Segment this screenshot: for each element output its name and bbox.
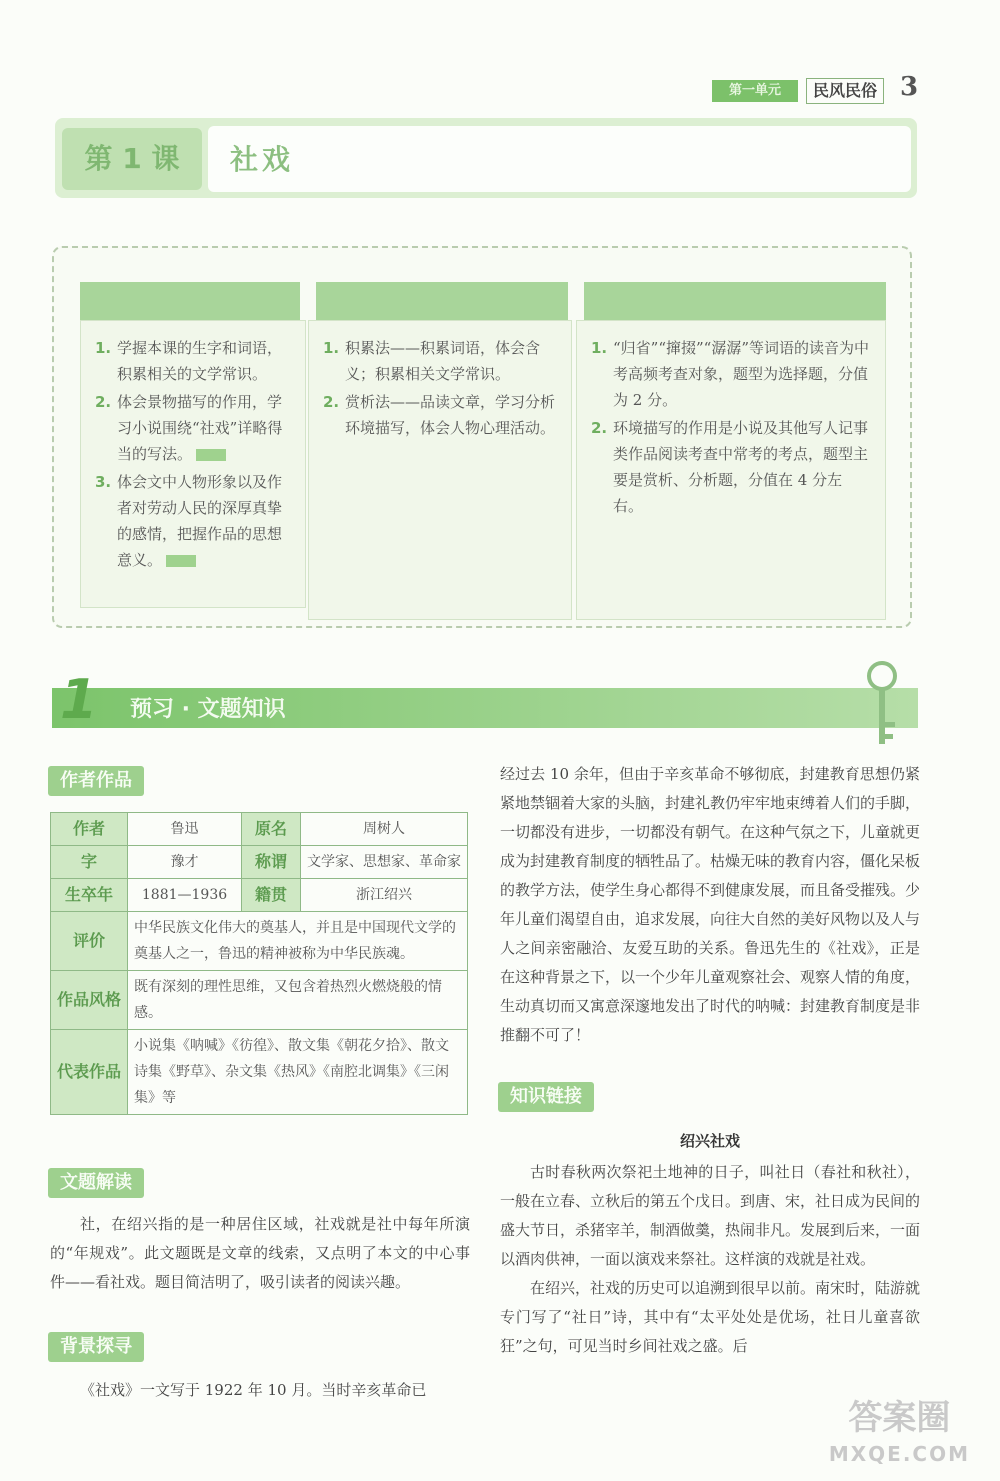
table-row — [51, 971, 468, 1030]
unit-name: 民风民俗 — [806, 78, 884, 104]
table-cell: 浙江绍兴 — [301, 879, 468, 912]
goal-item: 2. 赏析法——品读文章，学习分析环境描写，体会人物心理活动。 — [323, 393, 556, 437]
lesson-title: 社戏 — [230, 143, 295, 176]
table-cell: 文学家、思想家、革命家 — [301, 846, 468, 879]
table-cell: 1881—1936 — [128, 879, 242, 912]
table-row — [51, 846, 468, 879]
table-label: 称谓 — [242, 846, 301, 879]
table-label: 作者 — [51, 813, 128, 846]
table-label: 代表作品 — [51, 1030, 128, 1115]
table-cell: 小说集《呐喊》《彷徨》、散文集《朝花夕拾》、散文诗集《野草》、杂文集《热风》《南腔北调集》《三闲集》等 — [128, 1030, 468, 1115]
table-row — [51, 1030, 468, 1115]
page-number: 3 — [900, 72, 919, 102]
article-title: 绍兴社戏 — [679, 1132, 740, 1150]
table-row — [51, 912, 468, 971]
goal-item: 1. “归省”“撺掇”“潺潺”等词语的读音为中考高频考查对象，题型为选择题，分值为 2 分。 — [591, 339, 870, 409]
goals-col3-header — [584, 282, 886, 320]
table-label: 字 — [51, 846, 128, 879]
goals-col2-header — [316, 282, 568, 320]
table-label: 原名 — [242, 813, 301, 846]
background-continuation: 经过去 10 余年，但由于辛亥革命不够彻底，封建教育思想仍紧紧地禁锢着大家的头脑，封建礼教仍牢牢地束缚着人们的手脚，一切都没有进步，一切都没有朝气。在这种气氛之下，儿童就更成为封建教育制度的牺牲品了。枯燥无味的教育内容，僵化呆板的教学方法，使学生身心都得不到健康发展，而且备受摧残。少年儿童们渴望自由，追求发展，向往大自然的美好风物以及人与人之间亲密融洽、友爱互助的关系。鲁迅先生的《社戏》，正是在这种背景之下，以一个少年儿童观察社会、观察人情的角度，生动真切而又寓意深邃地发出了时代的呐喊：封建教育制度是非推翻不可了！ — [500, 765, 921, 1044]
article-paragraph: 在绍兴，社戏的历史可以追溯到很早以前。南宋时，陆游就专门写了“社日”诗，其中有“太平处处是优场，社日儿童喜欲狂”之句，可见当时乡间社戏之盛。后 — [500, 1279, 921, 1355]
table-label: 籍贯 — [242, 879, 301, 912]
goals-col1-header — [80, 282, 300, 320]
article-body — [500, 1158, 920, 1361]
key-icon — [860, 660, 904, 750]
table-row — [51, 813, 468, 846]
goals-col3 — [576, 320, 886, 620]
title-reading-text: 社，在绍兴指的是一种居住区域，社戏就是社中每年所演的“年规戏”。此文题既是文章的线索，又点明了本文的中心事件——看社戏。题目简洁明了，吸引读者的阅读兴趣。 — [50, 1215, 470, 1291]
table-cell: 豫才 — [128, 846, 242, 879]
goal-item: 1. 学握本课的生字和词语，积累相关的文学常识。 — [95, 339, 283, 383]
table-cell: 既有深刻的理性思维，又包含着热烈火燃烧般的情感。 — [128, 971, 468, 1030]
goal-item: 2. 体会景物描写的作用，学习小说围绕“社戏”详略得当的写法。 — [95, 393, 283, 463]
goal-item: 3. 体会文中人物形象以及作者对劳动人民的深厚真挚的感情，把握作品的思想意义。 — [95, 473, 283, 569]
badge-icon — [166, 555, 196, 567]
table-cell: 鲁迅 — [128, 813, 242, 846]
goals-col1 — [80, 320, 306, 608]
goal-item: 2. 环境描写的作用是小说及其他写人记事类作品阅读考查中常考的考点，题型主要是赏析、分析题，分值在 4 分左右。 — [591, 419, 869, 515]
lesson-title-panel — [208, 126, 911, 192]
table-row — [51, 879, 468, 912]
table-label: 生卒年 — [51, 879, 128, 912]
badge-icon — [196, 449, 226, 461]
section-number: 1 — [60, 668, 98, 731]
background-text: 《社戏》一文写于 1922 年 10 月。当时辛亥革命已 — [80, 1381, 427, 1399]
table-label: 评价 — [51, 912, 128, 971]
section-title: 预习 · 文题知识 — [130, 697, 286, 722]
author-table — [50, 812, 468, 1115]
goals-col2 — [308, 320, 572, 620]
lesson-number-tab: 第 1 课 — [62, 128, 202, 190]
goal-item: 1. 积累法——积累词语，体会含义；积累相关文学常识。 — [323, 339, 541, 383]
watermark: 答案圈 MXQE.COM — [828, 1398, 970, 1466]
unit-badge: 第一单元 — [712, 80, 798, 102]
knowledge-link-heading: 知识链接 — [498, 1082, 594, 1112]
table-cell: 中华民族文化伟大的奠基人，并且是中国现代文学的奠基人之一，鲁迅的精神被称为中华民族魂。 — [128, 912, 468, 971]
title-reading-heading: 文题解读 — [48, 1168, 144, 1198]
background-heading: 背景探寻 — [48, 1332, 144, 1362]
table-cell: 周树人 — [301, 813, 468, 846]
author-heading: 作者作品 — [48, 766, 144, 796]
table-label: 作品风格 — [51, 971, 128, 1030]
article-paragraph: 古时春秋两次祭祀土地神的日子，叫社日（春社和秋社），一般在立春、立秋后的第五个戊日。到唐、宋，社日成为民间的盛大节日，杀猪宰羊，制酒做羹，热闹非凡。发展到后来，一面以酒肉供神，一面以演戏来祭社。这样演的戏就是社戏。 — [500, 1163, 921, 1268]
